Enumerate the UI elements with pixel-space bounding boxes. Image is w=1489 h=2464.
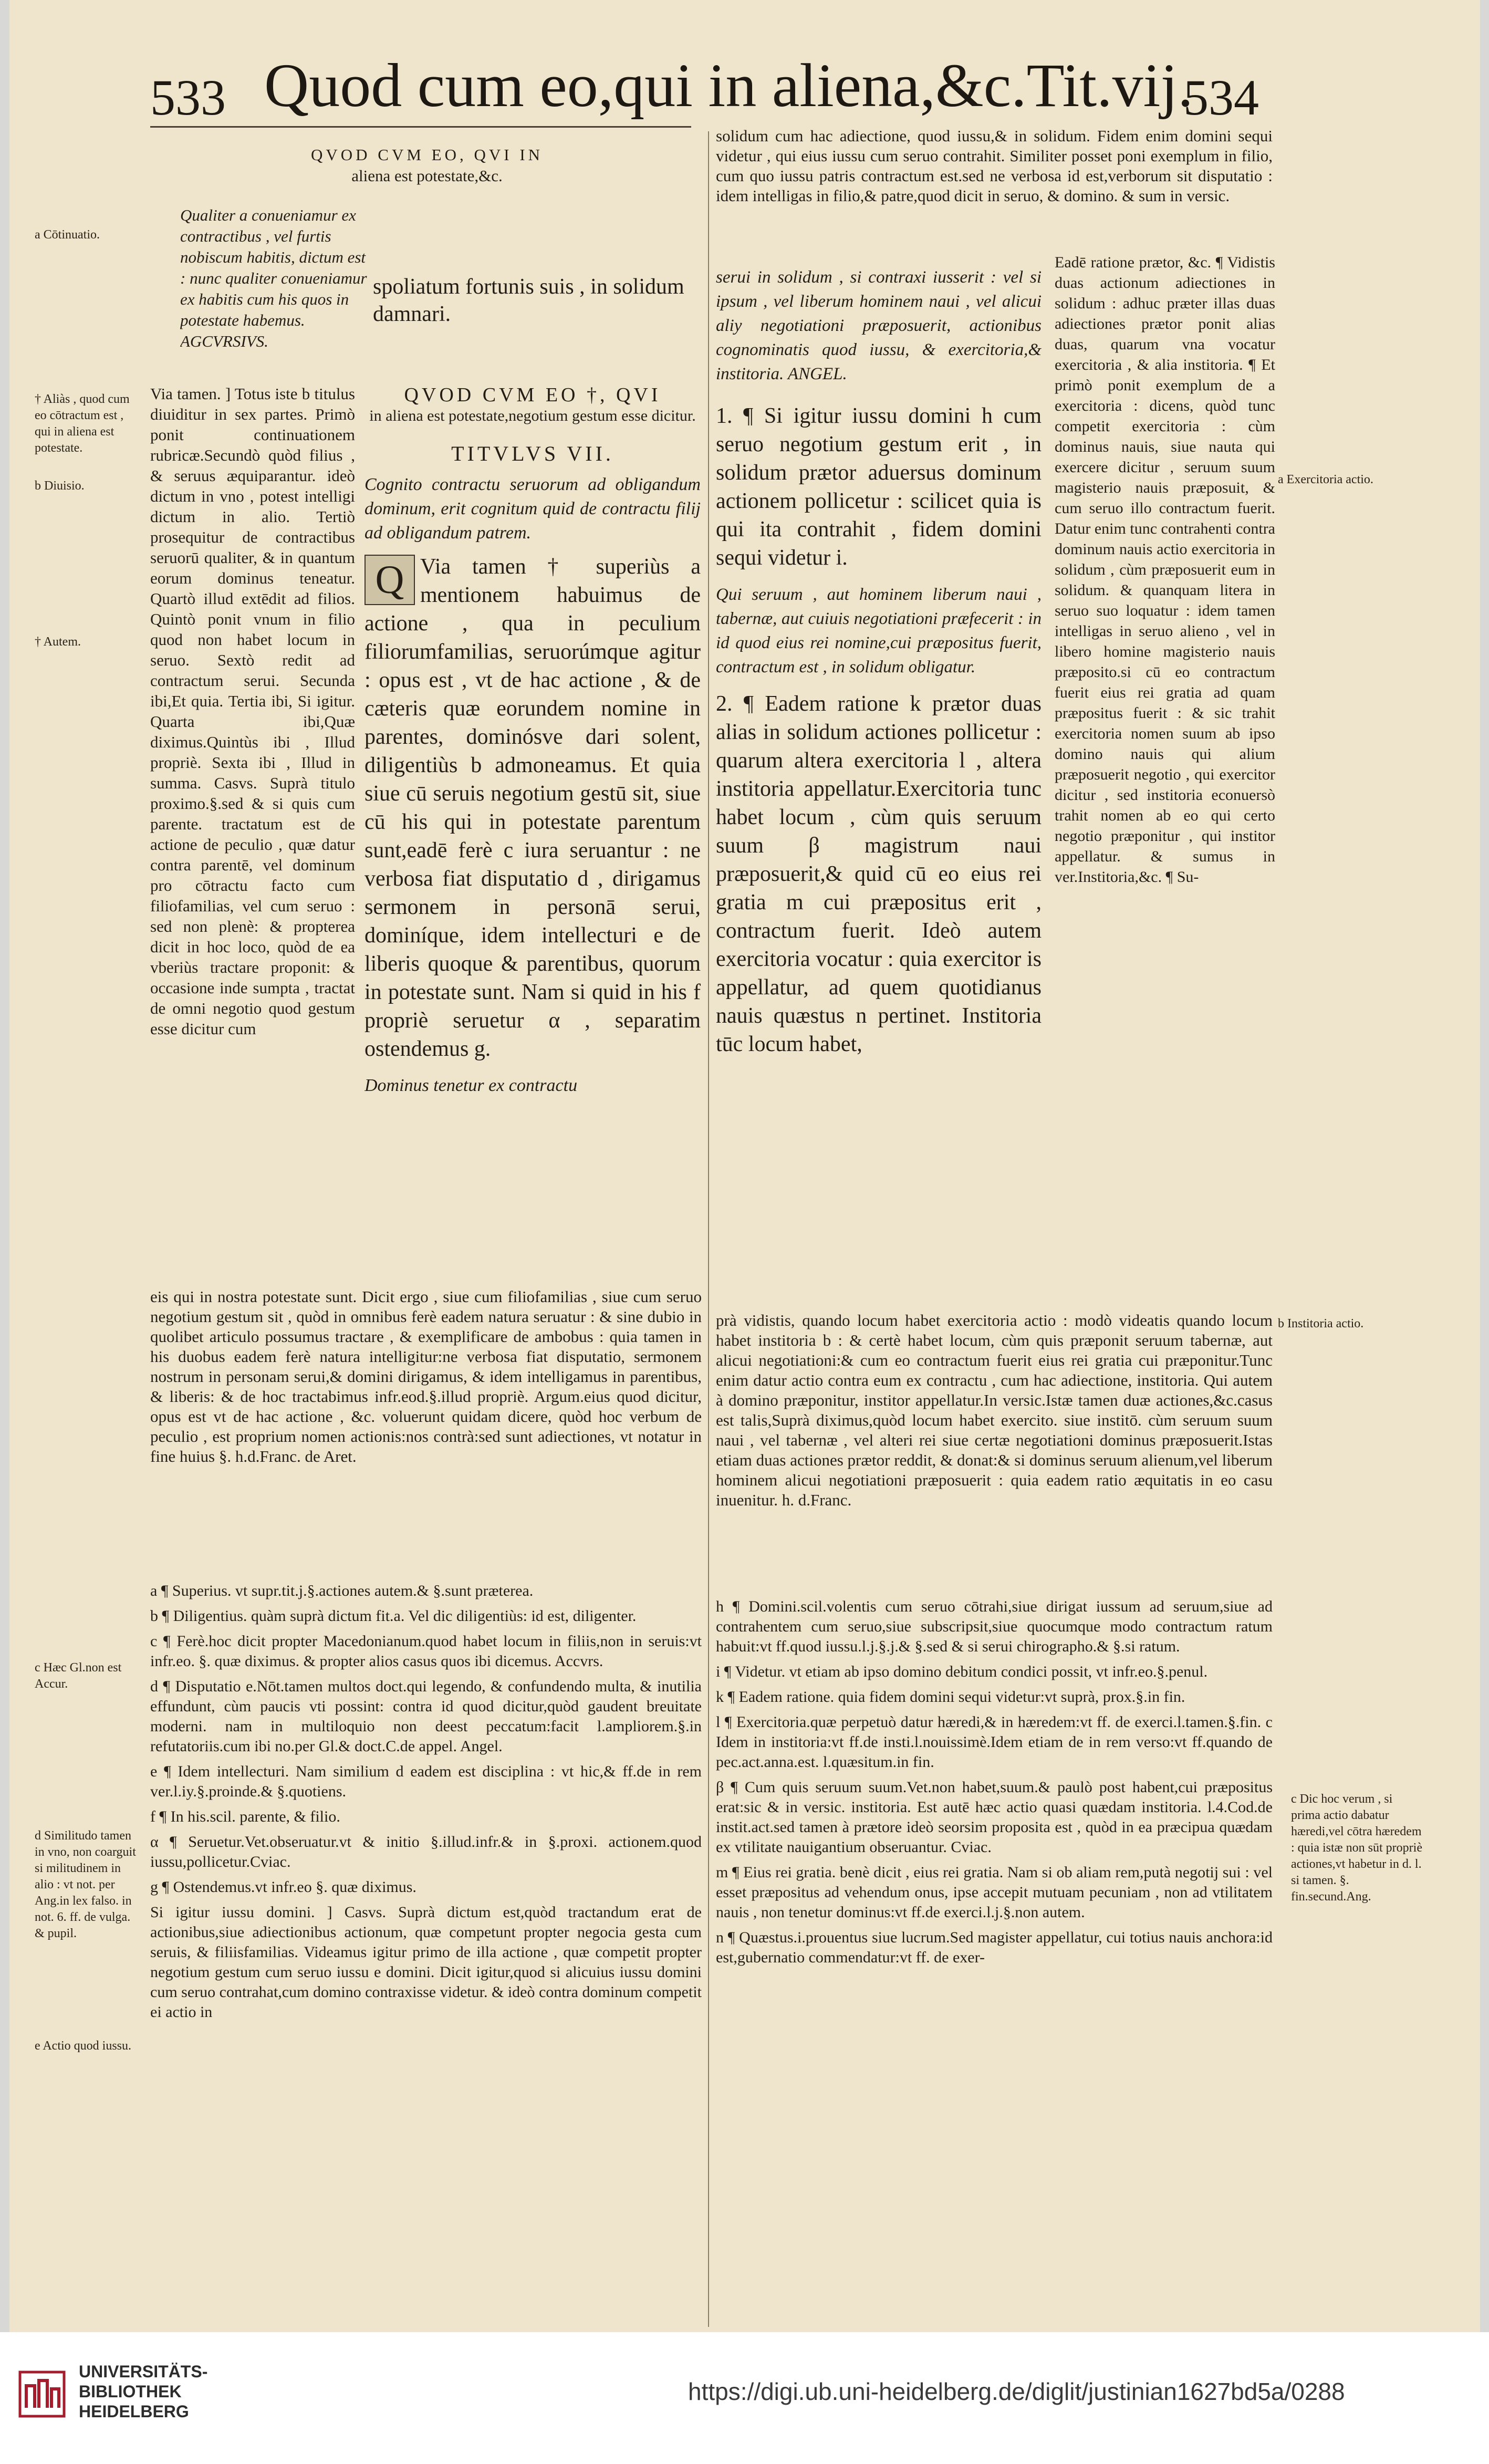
middle-heading-line2: in aliena est potestate,negotium gestum esse dicitur. xyxy=(369,407,696,424)
note-d: d ¶ Disputatio e.Nōt.tamen multos doct.qui legendo, & confundendo multa, & inutilia effundunt, cùm paucis vti possint: contra id quod dicitur,quòd gaudent breuitate moderni. nam in multiloquio non deest peccatum:facit l.ampliorem.§.in refutatoriis.cum ibi no.per Gl.& doct.C.de appel. Angel. xyxy=(150,1678,702,1755)
header-rule xyxy=(150,126,691,128)
running-title: Quod cum eo,qui in aliena,&c.Tit.vij. xyxy=(264,51,1193,120)
note-l: l ¶ Exercitoria.quæ perpetuò datur hæredi,& in hæredem:vt ff. de exerci.l.tamen.§.fin. c Idem in institoria:vt ff.de insti.l.nouissimè.Idem etiam de in rem verso:vt ff.quando de pec.act.anna.est. l.quæsitum.in fin. xyxy=(716,1713,1273,1771)
left-heading-caps: QVOD CVM EO, QVI IN xyxy=(310,145,544,164)
left-margin-4: † Autem. xyxy=(35,635,81,649)
right-summary-2: Qui seruum , aut hominem liberum naui , tabernæ, aut cuiuis negotiationi præfecerit : in id quod eius rei nomine,cui præpositus fuerit, contractum est , in solidum obligatur. xyxy=(716,585,1042,677)
note-beta: β ¶ Cum quis seruum suum.Vet.non habet,suum.& paulò post habent,cui præpositus erat:sic & in versic. institoria. Est autē hæc actio quasi quædam institoria. l.4.Cod.de instit.act.sed tamen à prætore ideò seorsim proposita est , quòd in ea præcipua quædam ex vtilitate nauigantium obseruantur. Cviac. xyxy=(716,1779,1273,1856)
left-margin-1: a Cōtinuatio. xyxy=(35,228,100,242)
left-heading-block xyxy=(151,144,703,213)
left-margin-3: b Diuisio. xyxy=(35,479,85,493)
middle-main-text: Via tamen † superiùs a mentionem habuimus de actione , qua in peculium filiorumfamilias, seruorúmque agitur : opus est , vt de hac actione , & de cæteris quæ eorundem nomine in parentes, dominósve dari solent, diligentiùs b admoneamus. Et quia siue cū seruis negotium gestū sit, siue cū his qui in potestate parentum sunt,eadē ferè c iura seruantur : ne verbosa fiat disputatio d , dirigamus sermonem in personā serui, dominíque, idem intellecturi e de liberis quoque & parentibus, quorum in potestate sunt. Nam si quid in his f propriè seruetur α , separatim ostendemus g. xyxy=(365,555,701,1061)
right-para-1: 1. ¶ Si igitur iussu domini h cum seruo negotium gestum erit , in solidum prætor aduersus dominum actionem pollicetur : scilicet quia is qui ita contrahit , fidem domini sequi videtur i. xyxy=(716,404,1042,570)
note-n: n ¶ Quæstus.i.prouentus siue lucrum.Sed magister appellatur, cui totius nauis anchora:id est,gubernatio commendatur:vt ff. de exer- xyxy=(716,1929,1273,1966)
right-margin-2: b Institoria actio. xyxy=(1278,1317,1364,1330)
note-alpha: α ¶ Seruetur.Vet.obseruatur.vt & initio §.illud.infr.& in §.proxi. actionem.quod iussu,pollicetur.Cviac. xyxy=(150,1833,702,1870)
page-number-right: 534 xyxy=(1183,69,1259,126)
middle-heading-caps: QVOD CVM EO †, QVI xyxy=(404,384,661,406)
right-margin-1: a Exercitoria actio. xyxy=(1278,473,1373,486)
left-gloss-full: eis qui in nostra potestate sunt. Dicit ergo , siue cum filiofamilias , siue cum seruo negotium gestum sit , quòd in omnibus ferè eadem natura seruatur : & sine dubio in quolibet articulo possumus tractare , & exemplificare de ambobus : quia tamen in his duobus eadem ferè natura intelligitur:ne verbosa fiat disputatio, sermonem nostrum in personam serui,& domini dirigamus, & idem intelligamus in parentibus, & liberis: & de hoc tractabimus infr.eod.§.illud propriè. Argum.eius quod dicitur, opus est vt de hac actione , &c. voluerunt quidam dicere, quòd hoc verbum de peculio , est proprium nomen actionis:nos contrà:sed sunt adiectiones, vt notatur in fine huius §. h.d.Franc. de Aret. xyxy=(150,1287,702,1465)
library-name: UNIVERSITÄTS- BIBLIOTHEK HEIDELBERG xyxy=(79,2362,208,2421)
note-g: g ¶ Ostendemus.vt infr.eo §. quæ diximus. xyxy=(150,1878,416,1896)
right-margin-3: c Dic hoc verum , si prima actio dabatur hæredi,vel cōtra hæredem : quia istæ non sūt propriè actiones,vt habetur in d. l. si tamen. §. fin.secund.Ang. xyxy=(1291,1792,1422,1904)
note-f: f ¶ In his.scil. parente, & filio. xyxy=(150,1808,340,1825)
right-side-gloss: Eadē ratione prætor, &c. ¶ Vidistis duas actionum adiectiones in solidum : adhuc præter illas duas adiectiones prætor ponit alias duas, quarum vna vocatur exercitoria , & alia institoria. ¶ Et primò ponit exemplum de a exercitoria : dicens, quòd tunc competit exercitoria : cùm dominus nauis, siue nauta qui exercere dicitur , seruum suum magisterio nauis præposuit, & cum seruo illo contractum fuerit. Datur enim tunc contrahenti contra dominum nauis actio exercitoria in solidum , cùm præposuerit eum in solidum. & quanquam litera in seruo suo loquatur : idem tamen intelligas in seruo alieno , vel in libero homine magisterio nauis præposito.si cū eo contractum fuerit eius rei gratia ad quam præpositus fuerit : & sic trahit exercitoria nomen suum ab ipso domino nauis qui alium præposuerit negotio , qui exercitor dicitur , sed institoria econuersò trahit nomen ab eo qui certo negotio præponitur , qui institor appellatur. & sumus in ver.Institoria,&c. ¶ Su- xyxy=(1055,254,1275,886)
middle-column xyxy=(365,383,701,1271)
left-margin-7: e Actio quod iussu. xyxy=(35,2039,131,2053)
left-margin-2: † Aliàs , quod cum eo cōtractum est , qui in aliena est potestate. xyxy=(35,392,130,455)
casus-si-igitur: Si igitur iussu domini. ] Casvs. Suprà dictum est,quòd tractandum erat de actionibus,siue adiectionibus actionum, quæ competunt propter negocia gesta cum seruis, & filiisfamilias. Videamus igitur primo de illa actione , quæ competit propter negotium gestum cum seruo iussu e domini. Dicit igitur,quod si alicuius iussu domini cum seruo contrahat,cum domino contraxisse videtur. & ideò contra dominum competit ei actio in xyxy=(150,1904,702,2021)
university-library-logo-icon xyxy=(18,2370,66,2418)
note-h: h ¶ Domini.scil.volentis cum seruo cōtrahi,siue dirigat iussum ad seruum,siue ad contrahentem cum seruo,siue subscripsit,siue quocumque modo contractum ratum habuit:vt ff.quod iussu.l.j.§.j.& §.sed & si serui chirographo.& §.si ratum. xyxy=(716,1598,1273,1655)
note-m: m ¶ Eius rei gratia. benè dicit , eius rei gratia. Nam si ob aliam rem,putà negotij sui : vel esset præpositus ad vehendum onus, ipse accepit mutuam pecuniam , non ad vtilitatem nauis , non tenetur dominus:vt ff.de exerci.l.j.§.non autem. xyxy=(716,1864,1273,1921)
initial-q-ornament: Q xyxy=(365,555,415,605)
book-page xyxy=(9,0,1480,2332)
middle-summary: Cognito contractu seruorum ad obligandum dominum, erit cognitum quid de contractu filij ad obligandum patrem. xyxy=(365,475,701,543)
right-para-2: 2. ¶ Eadem ratione k prætor duas alias in solidum actiones pollicetur : quarum altera exercitoria l , altera institoria appellatur.Exercitoria tunc habet locum , cùm quis seruum suum β magistrum naui præposuerit,& quid cū eo eius rei gratia m cui præpositus erit , contractum fuerit. Ideò autem exercitoria vocatur : quia exercitor is appellatur, ad quem quotidianus nauis quæstus n pertinet. Institoria tūc locum habet, xyxy=(716,692,1042,1056)
page-number-left: 533 xyxy=(150,69,226,126)
left-margin-5: c Hæc Gl.non est Accur. xyxy=(35,1661,122,1691)
right-lead-summary: serui in solidum , si contraxi iusserit : vel si ipsum , vel liberum hominem naui , vel alicui aliy negotiationi præposuerit, actionibus cognominatis quod iussu, & exercitoria,& institoria. ANGEL. xyxy=(716,268,1042,383)
right-notes xyxy=(716,1597,1273,2332)
left-summary: Qualiter a conueniamur ex contractibus , vel furtis nobiscum habitis, dictum est : nunc qualiter conueniamur ex habitis cum his quos in potestate habemus. AGCVRSIVS. xyxy=(180,206,367,350)
titulus-label: TITVLVS VII. xyxy=(451,442,614,465)
left-summary-end: spoliatum fortunis suis , in solidum damnari. xyxy=(373,275,684,326)
left-notes xyxy=(150,1581,702,2327)
note-e: e ¶ Idem intellecturi. Nam similium d eadem est disciplina : vt hic,& ff.de in rem ver.l.iy.§.proinde.& §.quotiens. xyxy=(150,1763,702,1800)
left-gloss-narrow: Via tamen. ] Totus iste b titulus diuiditur in sex partes. Primò ponit continuationem rubricæ.Secundò quòd filius , & seruus æquiparantur. ideò dictum in vno , potest intelligi dictum in alio. Tertiò prosequitur de contractibus seruorū qualiter, & in quantum eorum dominus teneatur. Quartò illud extēdit ad filios. Quintò ponit vnum in filio quod non habet locum in seruo. Sextò redit ad contractum serui. Secunda ibi,Et quia. Tertia ibi, Si igitur. Quarta ibi,Quæ diximus.Quintùs ibi , Illud propriè. Sexta ibi , Illud in summa. Casvs. Suprà titulo proximo.§.sed & si quis cum parente. tractatum est de actione de peculio , quæ datur contra parentē, vel dominum pro cōtractu facto cum filiofamilias, vel cum seruo : sed non plenè: & propterea dicit in hoc loco, quòd de ea vberiùs tractare proponit: & occasione inde sumpta , tractat de omni negotio quod gestum esse dicitur cum xyxy=(150,384,355,1038)
right-top-gloss: solidum cum hac adiectione, quod iussu,& in solidum. Fidem enim domini sequi videtur , qui eius iussu cum seruo contrahit. Similiter posset poni exemplum in filio, cum quo iussu patris contractum est.sed ne verbosa id est,verborum sit disputatio : idem intelligas in filio,& patre,quod dicit in seruo, & domino. & sum in versic. xyxy=(716,127,1273,205)
note-i: i ¶ Videtur. vt etiam ab ipso domino debitum condici possit, vt infr.eo.§.penul. xyxy=(716,1663,1208,1680)
right-main-column xyxy=(716,265,1042,1305)
permalink-url[interactable]: https://digi.ub.uni-heidelberg.de/diglit/justinian1627bd5a/0288 xyxy=(688,2378,1345,2405)
middle-summary-end: Dominus tenetur ex contractu xyxy=(365,1076,578,1095)
right-full-gloss: prà vidistis, quando locum habet exercitoria actio : modò videatis quando locum habet institoria b : & certè habet locum, cùm quis præponit seruum tabernæ, aut alicui negotiationi:& cum eo contractum fuerit eius rei gratia cui præponitur.Tunc enim datur actio contra eum ex contractu , cum hac adiectione, institoria. Qui autem à domino præponitur, institor appellatur.In versic.Istæ tamen duæ actiones,&c.casus est talis,Suprà diximus,quòd locum habet exercito. siue institō. cùm seruum suum naui , vel tabernæ , vel alteri rei siue certæ negotiationi dominus præposuerit.Istas etiam duas actiones prætor reddit, & donat:& si dominus seruum alienum,vel liberum hominem alicui negotiationi præposuerit : quia eadem ratio æquitatis in eo casu inuenitur. h. d.Franc. xyxy=(716,1311,1273,1509)
note-a: a ¶ Superius. vt supr.tit.j.§.actiones autem.& §.sunt præterea. xyxy=(150,1582,534,1599)
note-k: k ¶ Eadem ratione. quia fidem domini sequi videtur:vt suprà, prox.§.in fin. xyxy=(716,1688,1185,1706)
left-heading-line2: aliena est potestate,&c. xyxy=(351,167,503,185)
note-b: b ¶ Diligentius. quàm suprà dictum fit.a. Vel dic diligentiùs: id est, diligenter. xyxy=(150,1607,637,1625)
column-divider xyxy=(708,131,709,2327)
note-c: c ¶ Ferè.hoc dicit propter Macedonianum.quod habet locum in filiis,non in seruis:vt infr.eo. §. quæ diximus. & propter alios casus quos ibi dicemus. Accvrs. xyxy=(150,1633,702,1670)
left-margin-6: d Similitudo tamen in vno, non coarguit si militudinem in alio : vt not. per Ang.in lex falso. in not. 6. ff. de vulga. & pupil. xyxy=(35,1829,136,1940)
